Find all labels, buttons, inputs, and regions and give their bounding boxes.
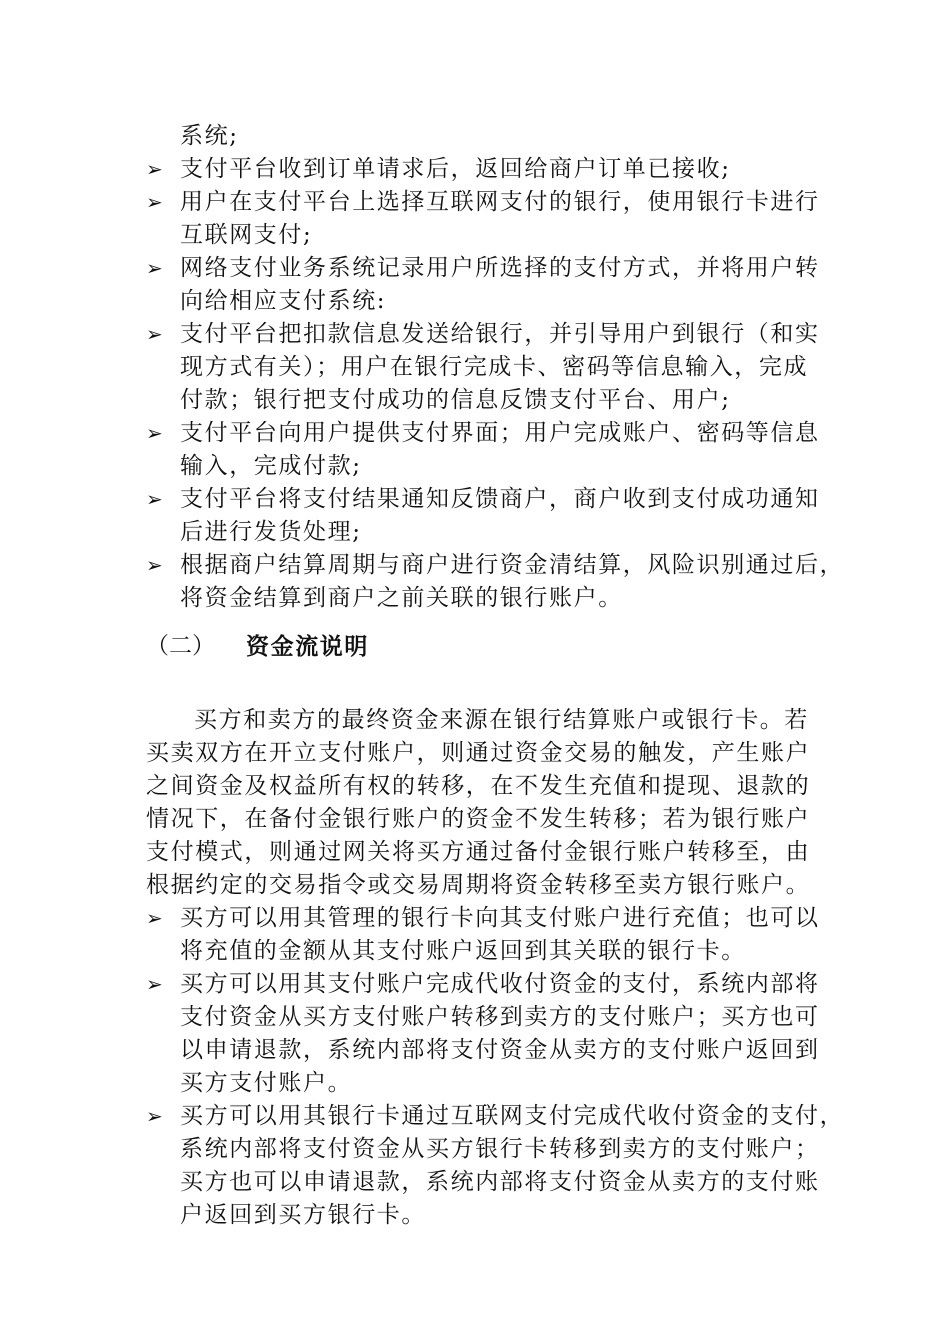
arrow-bullet-icon: ➢ xyxy=(146,322,163,346)
list-item-line: 现方式有关）；用户在银行完成卡、密码等信息输入，完成 xyxy=(180,354,809,380)
list-item-line: 后进行发货处理; xyxy=(180,519,362,545)
arrow-bullet-icon: ➢ xyxy=(146,972,163,996)
paragraph-line: 根据约定的交易指令或交易周期将资金转移至卖方银行账户。 xyxy=(146,872,811,898)
list-item-line: 买方也可以申请退款，系统内部将支付资金从卖方的支付账 xyxy=(180,1169,820,1195)
list-item-line: 向给相应支付系统: xyxy=(180,288,387,314)
list-item-line: 买方可以用其管理的银行卡向其支付账户进行充值；也可以 xyxy=(180,905,820,931)
list-continuation-text: 系统; xyxy=(180,123,239,149)
arrow-bullet-icon: ➢ xyxy=(146,421,163,445)
list-item-line: 输入，完成付款; xyxy=(180,453,362,479)
list-item-line: 支付资金从买方支付账户转移到卖方的支付账户；买方也可 xyxy=(180,1004,820,1030)
list-item-line: 用户在支付平台上选择互联网支付的银行，使用银行卡进行 xyxy=(180,189,820,215)
list-item-line: 互联网支付; xyxy=(180,222,313,248)
list-item-line: 将充值的金额从其支付账户返回到其关联的银行卡。 xyxy=(180,938,746,964)
arrow-bullet-icon: ➢ xyxy=(146,190,163,214)
list-item-line: 付款；银行把支付成功的信息反馈支付平台、用户; xyxy=(180,387,731,413)
list-item-line: 网络支付业务系统记录用户所选择的支付方式，并将用户转 xyxy=(180,255,820,281)
paragraph-line: 支付模式，则通过网关将买方通过备付金银行账户转移至，由 xyxy=(146,839,811,865)
list-item-line: 支付平台向用户提供支付界面；用户完成账户、密码等信息 xyxy=(180,420,820,446)
list-item-line: 支付平台将支付结果通知反馈商户，商户收到支付成功通知 xyxy=(180,486,820,512)
list-item-line: 以申请退款，系统内部将支付资金从卖方的支付账户返回到 xyxy=(180,1037,820,1063)
list-item-line: 买方支付账户。 xyxy=(180,1070,353,1096)
paragraph-line: 之间资金及权益所有权的转移，在不发生充值和提现、退款的 xyxy=(146,773,811,799)
list-item-line: 将资金结算到商户之前关联的银行账户。 xyxy=(180,585,623,611)
arrow-bullet-icon: ➢ xyxy=(146,487,163,511)
section-title: 资金流说明 xyxy=(246,633,369,660)
list-item-line: 户返回到买方银行卡。 xyxy=(180,1202,426,1228)
paragraph-line: 买方和卖方的最终资金来源在银行结算账户或银行卡。若 xyxy=(194,707,809,733)
list-item-line: 系统内部将支付资金从买方银行卡转移到卖方的支付账户； xyxy=(180,1136,820,1162)
list-item-line: 根据商户结算周期与商户进行资金清结算，风险识别通过后， xyxy=(180,552,845,578)
section-number: （二） xyxy=(146,633,215,659)
list-item-line: 买方可以用其支付账户完成代收付资金的支付，系统内部将 xyxy=(180,971,820,997)
list-item-line: 买方可以用其银行卡通过互联网支付完成代收付资金的支付， xyxy=(180,1103,845,1129)
paragraph-line: 买卖双方在开立支付账户，则通过资金交易的触发，产生账户 xyxy=(146,740,811,766)
paragraph-line: 情况下，在备付金银行账户的资金不发生转移；若为银行账户 xyxy=(146,806,811,832)
arrow-bullet-icon: ➢ xyxy=(146,906,163,930)
arrow-bullet-icon: ➢ xyxy=(146,256,163,280)
arrow-bullet-icon: ➢ xyxy=(146,1104,163,1128)
arrow-bullet-icon: ➢ xyxy=(146,157,163,181)
list-item-line: 支付平台收到订单请求后，返回给商户订单已接收; xyxy=(180,156,731,182)
list-item-line: 支付平台把扣款信息发送给银行，并引导用户到银行（和实 xyxy=(180,321,820,347)
arrow-bullet-icon: ➢ xyxy=(146,553,163,577)
